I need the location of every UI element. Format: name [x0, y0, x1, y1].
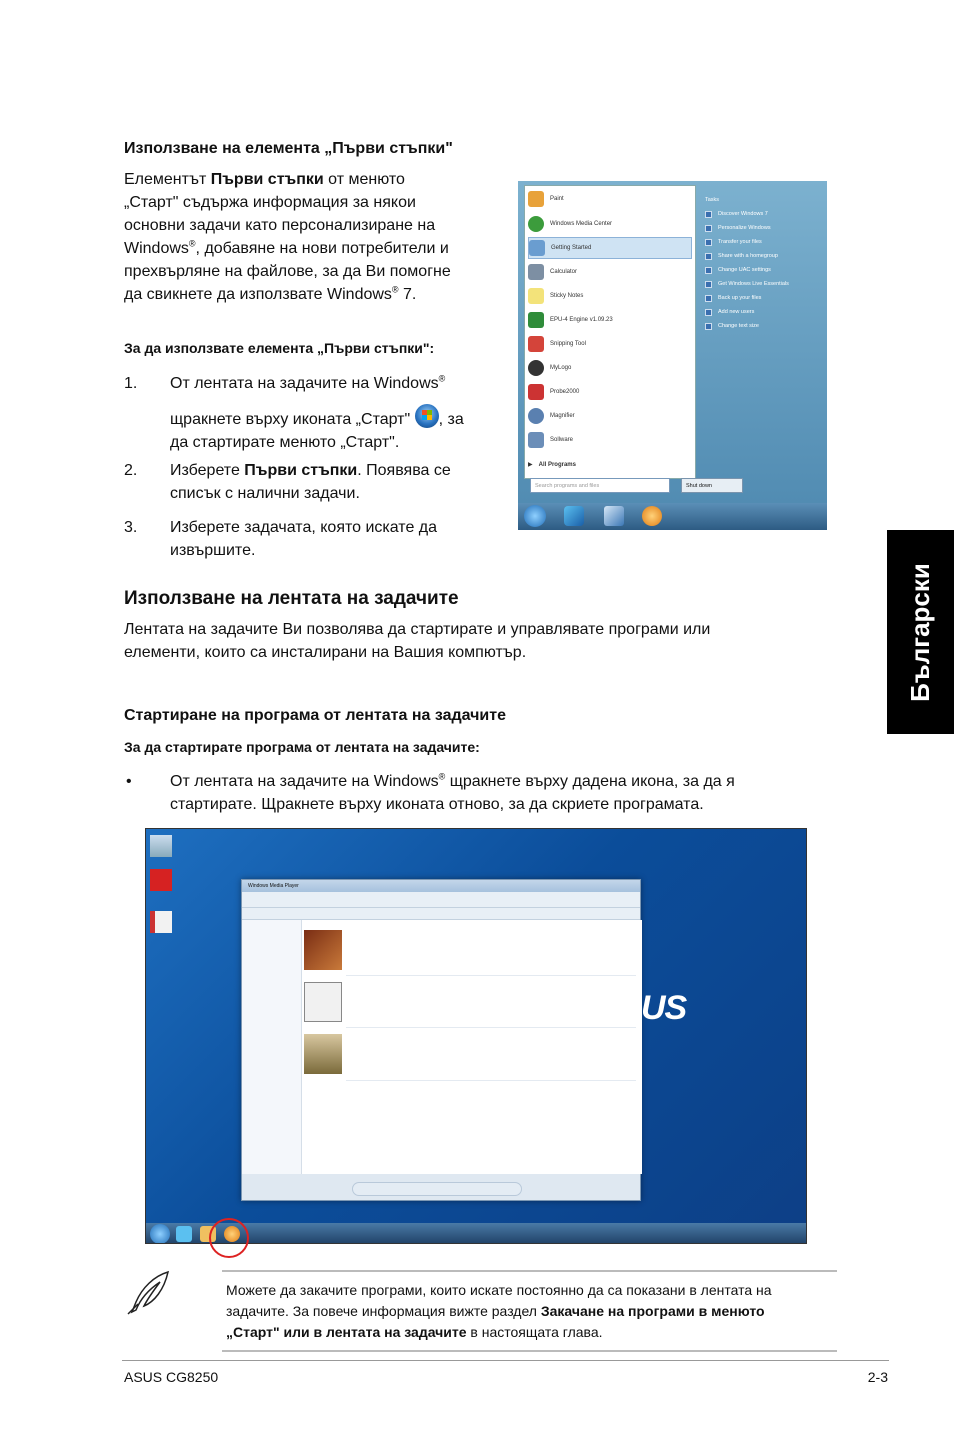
ie-icon: [176, 1226, 192, 1242]
calculator-icon: [528, 264, 544, 280]
start-orb-icon: [524, 505, 546, 527]
album-art: [304, 982, 342, 1022]
row-divider: [346, 1080, 636, 1081]
shutdown-button: Shut down: [681, 478, 743, 493]
explorer-icon: [604, 506, 624, 526]
subheading-launch-program: Стартиране на програма от лентата на задачите: [124, 707, 506, 724]
probe-icon: [528, 384, 544, 400]
snipping-tool-icon: [528, 336, 544, 352]
launch-bullet: • От лентата на задачите на Windows® щракнете върху дадена икона, за да я стартирате. Щракнете върху иконата отново, за да скриете програмата.: [126, 771, 735, 813]
task-item: Transfer your files: [705, 231, 762, 254]
desktop-screenshot: [145, 828, 807, 1244]
start-menu-item: Paint: [528, 188, 692, 210]
paint-icon: [528, 191, 544, 207]
feather-note-icon: [124, 1268, 174, 1318]
note-top-rule: [222, 1270, 837, 1272]
note-text: Можете да закачите програми, които искате постоянно да са показани в лентата на задачите. За повече информация вижте раздел Закачане на програми в менюто „Старт" или в лентата на задачите в настоящата глава.: [226, 1282, 772, 1340]
start-orb-icon: [150, 1224, 170, 1244]
media-player-library: [242, 920, 642, 1174]
language-tab: Български: [887, 530, 954, 734]
mylogo-icon: [528, 360, 544, 376]
media-player-window: [241, 879, 641, 1201]
howto-launch-program: За да стартирате програма от лентата на задачите:: [124, 739, 480, 755]
media-player-nav: [242, 920, 302, 1174]
start-menu-item: Getting Started: [528, 237, 692, 259]
start-menu-programs: [524, 185, 696, 479]
footer-model: ASUS CG8250: [124, 1369, 219, 1385]
step-number: 3.: [124, 519, 138, 536]
album-art: [304, 1034, 342, 1074]
page-number: 2-3: [867, 1369, 888, 1385]
start-menu-item: MyLogo: [528, 357, 692, 379]
task-item: Personalize Windows: [705, 217, 771, 240]
task-item: Share with a homegroup: [705, 245, 778, 268]
bullet-mark: •: [126, 773, 132, 790]
task-item: Add new users: [705, 301, 754, 324]
note-bottom-rule: [222, 1350, 837, 1352]
start-menu-item: Snipping Tool: [528, 333, 692, 355]
task-item: Change text size: [705, 315, 759, 338]
media-player-title: Windows Media Player: [242, 880, 640, 892]
sticky-notes-icon: [528, 288, 544, 304]
media-player-icon: [642, 506, 662, 526]
footer-rule: [122, 1360, 889, 1361]
row-divider: [346, 1027, 636, 1028]
start-menu-search: Search programs and files: [530, 478, 670, 493]
start-menu-item: Probe2000: [528, 381, 692, 403]
task-item: Get Windows Live Essentials: [705, 273, 789, 296]
arrow-right-icon: ▶: [528, 461, 533, 468]
howto-getting-started: За да използвате елемента „Първи стъпки":: [124, 340, 435, 356]
windows-start-orb-icon: [415, 404, 439, 428]
getting-started-icon: [529, 240, 545, 256]
tasks-title: Tasks: [705, 197, 720, 203]
brand-logo: US: [641, 989, 687, 1027]
step-number: 1.: [124, 375, 138, 392]
row-divider: [346, 975, 636, 976]
recycle-bin-icon: [150, 835, 172, 857]
start-menu-item: Sollware: [528, 429, 692, 451]
epu-icon: [528, 312, 544, 328]
section-heading-taskbar: Използване на лентата на задачите: [124, 588, 459, 609]
album-art: [304, 930, 342, 970]
task-item: Back up your files: [705, 287, 761, 310]
all-programs-item: ▶ All Programs: [528, 454, 692, 476]
getting-started-steps: [124, 372, 514, 562]
task-item: Change UAC settings: [705, 259, 771, 282]
media-player-toolbar: [242, 892, 640, 908]
section-heading-getting-started: Използване на елемента „Първи стъпки": [124, 140, 453, 157]
media-player-menu: [242, 908, 640, 920]
ie-icon: [564, 506, 584, 526]
step-2: Изберете Първи стъпки. Появява се списък с налични задачи.: [170, 462, 451, 502]
start-menu-item: Windows Media Center: [528, 213, 692, 235]
task-item: Discover Windows 7: [705, 203, 768, 226]
taskbar-description: Лентата на задачите Ви позволява да стартирате и управлявате програми или елементи, които са инсталирани на Вашия компютър.: [124, 621, 711, 661]
step-number: 2.: [124, 462, 138, 479]
magnifier-icon: [528, 408, 544, 424]
start-menu-screenshot: [518, 181, 827, 530]
document-icon: [150, 911, 172, 933]
step-3: Изберете задачата, която искате да извършите.: [170, 519, 438, 559]
getting-started-intro: Елементът Първи стъпки от менюто „Старт" съдържа информация за някои основни задачи като персонализиране на Windows®, добавяне на нови потребители и прехвърляне на файлове, за да Ви помогне да свикнете да използвате Windows® 7.: [124, 171, 451, 303]
start-menu-item: EPU-4 Engine v1.09.23: [528, 309, 692, 331]
start-menu-tasks: [699, 185, 823, 479]
start-menu-item: Sticky Notes: [528, 285, 692, 307]
media-player-controls: [352, 1182, 522, 1196]
media-center-icon: [528, 216, 544, 232]
highlight-circle: [209, 1218, 249, 1258]
pdf-icon: [150, 869, 172, 891]
start-menu-item: Calculator: [528, 261, 692, 283]
start-menu-taskbar: [518, 503, 827, 530]
step-1: От лентата на задачите на Windows® щракнете върху иконата „Старт" , за да стартирате менюто „Старт".: [170, 373, 464, 451]
sollware-icon: [528, 432, 544, 448]
start-menu-item: Magnifier: [528, 405, 692, 427]
